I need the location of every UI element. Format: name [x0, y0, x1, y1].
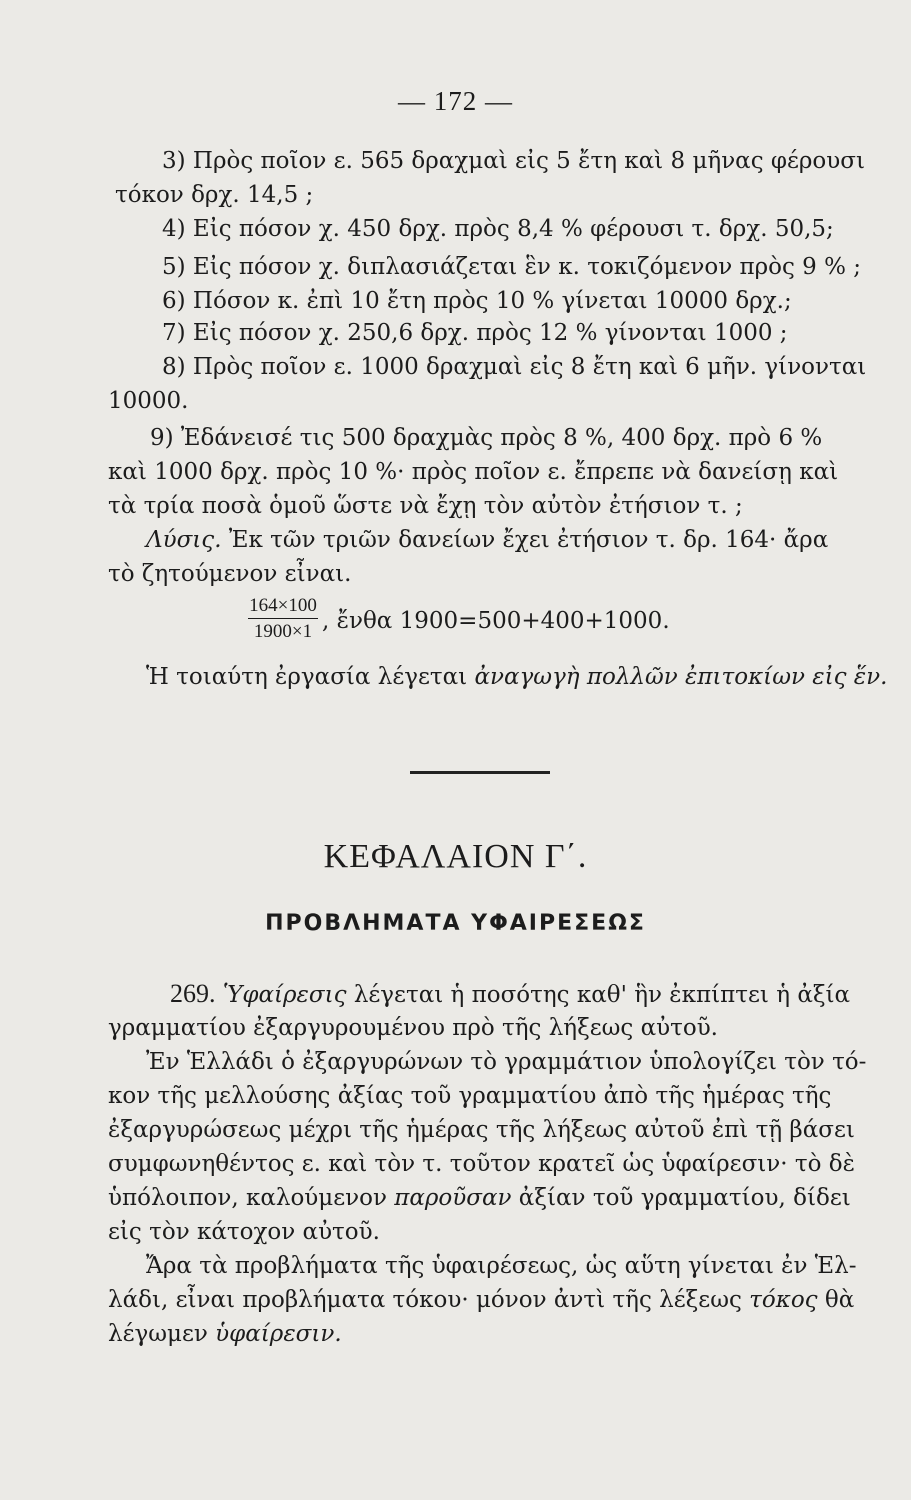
- fraction-bar: [248, 618, 318, 619]
- fraction: [248, 595, 318, 643]
- para-2-line-1: Ἐν Ἑλλάδι ὁ ἐξαργυρώνων τὸ γραμμάτιον ὑπολογίζει τὸν τό-: [146, 1049, 867, 1075]
- exercise-5: 5) Εἰς πόσον χ. διπλασιάζεται ἓν κ. τοκιζόμενον πρὸς 9 % ;: [162, 254, 862, 280]
- method-note-term: ἀναγωγὴ πολλῶν ἐπιτοκίων εἰς ἕν.: [474, 664, 888, 690]
- section-divider: [410, 771, 550, 774]
- para-2-line-5: [108, 1183, 851, 1213]
- italic-term: ὑφαίρεσιν.: [215, 1321, 342, 1347]
- para-269-line-1: [170, 979, 850, 1010]
- para-2-line-6: εἰς τὸν κάτοχον αὐτοῦ.: [108, 1219, 380, 1245]
- fraction-denominator: 1900×1: [253, 621, 313, 642]
- exercise-text: 3) Πρὸς ποῖον ε. 565 δραχμαὶ εἰς 5 ἔτη καὶ 8 μῆνας φέρουσι: [162, 148, 865, 174]
- solution-line-2: τὸ ζητούμενον εἶναι.: [108, 561, 352, 587]
- exercise-3-line-2: τόκον δρχ. 14,5 ;: [115, 182, 314, 208]
- para-269-line-2: γραμματίου ἐξαργυρουμένου πρὸ τῆς λήξεως αὐτοῦ.: [108, 1015, 718, 1041]
- para-2-line-2: κον τῆς μελλούσης ἀξίας τοῦ γραμματίου ἀπὸ τῆς ἡμέρας τῆς: [108, 1083, 832, 1109]
- exercise-6: 6) Πόσον κ. ἐπὶ 10 ἔτη πρὸς 10 % γίνεται 10000 δρχ.;: [162, 288, 792, 314]
- para-3-line-3: [108, 1319, 342, 1349]
- exercise-9-line-2: καὶ 1000 δρχ. πρὸς 10 %· πρὸς ποῖον ε. ἔπρεπε νὰ δανείσῃ καὶ: [108, 459, 839, 485]
- italic-term: παροῦσαν: [394, 1185, 512, 1211]
- exercise-4: 4) Εἰς πόσον χ. 450 δρχ. πρὸς 8,4 % φέρουσι τ. δρχ. 50,5;: [162, 216, 834, 242]
- para-3-line-1: Ἄρα τὰ προβλήματα τῆς ὑφαιρέσεως, ὡς αὕτη γίνεται ἐν Ἑλ-: [146, 1253, 857, 1279]
- para-text: λέγωμεν: [108, 1321, 208, 1347]
- para-text: λάδι, εἶναι προβλήματα τόκου· μόνον ἀντὶ τῆς λέξεως: [108, 1287, 742, 1313]
- fraction-tail: , ἔνθα 1900=500+400+1000.: [322, 608, 670, 634]
- para-text: ἀξίαν τοῦ γραμματίου, δίδει: [518, 1185, 851, 1211]
- method-note-text: Ἡ τοιαύτη ἐργασία λέγεται: [146, 664, 468, 690]
- para-text: λέγεται ἡ ποσότης καθ' ἣν ἐκπίπτει ἡ ἀξία: [353, 982, 851, 1008]
- solution-label: Λύσις.: [146, 527, 222, 553]
- exercise-3-line-1: [162, 146, 864, 176]
- solution-text: Ἐκ τῶν τριῶν δανείων ἔχει ἐτήσιον τ. δρ. 164· ἄρα: [228, 527, 829, 553]
- para-2-line-3: ἐξαργυρώσεως μέχρι τῆς ἡμέρας τῆς λήξεως αὐτοῦ ἐπὶ τῇ βάσει: [108, 1117, 855, 1143]
- exercise-8-line-2: 10000.: [108, 388, 189, 414]
- page-number: — 172 —: [398, 86, 513, 116]
- para-2-line-4: συμφωνηθέντος ε. καὶ τὸν τ. τοῦτον κρατεῖ ὡς ὑφαίρεσιν· τὸ δὲ: [108, 1151, 855, 1177]
- para-3-line-2: [108, 1285, 854, 1315]
- defined-term: Ὑφαίρεσις: [222, 982, 347, 1008]
- para-text: θὰ: [824, 1287, 855, 1313]
- exercise-7: 7) Εἰς πόσον χ. 250,6 δρχ. πρὸς 12 % γίνονται 1000 ;: [162, 320, 788, 346]
- italic-term: τόκος: [749, 1287, 818, 1313]
- section-title: ΠΡΟΒΛΗΜΑΤΑ ΥΦΑΙΡΕΣΕΩΣ: [265, 911, 646, 936]
- para-number: 269.: [170, 979, 216, 1008]
- exercise-9-line-1: 9) Ἐδάνεισέ τις 500 δραχμὰς πρὸς 8 %, 400 δρχ. πρὸ 6 %: [150, 425, 823, 451]
- solution-line: [146, 525, 828, 555]
- chapter-title: ΚΕΦΑΛΑΙΟΝ Γ΄.: [323, 838, 588, 875]
- exercise-8-line-1: 8) Πρὸς ποῖον ε. 1000 δραχμαὶ εἰς 8 ἔτη καὶ 6 μῆν. γίνονται: [162, 354, 867, 380]
- fraction-numerator: 164×100: [249, 595, 317, 616]
- para-text: ὑπόλοιπον, καλούμενον: [108, 1185, 387, 1211]
- method-note: [146, 662, 887, 692]
- exercise-9-line-3: τὰ τρία ποσὰ ὁμοῦ ὥστε νὰ ἔχῃ τὸν αὐτὸν ἐτήσιον τ. ;: [108, 493, 743, 519]
